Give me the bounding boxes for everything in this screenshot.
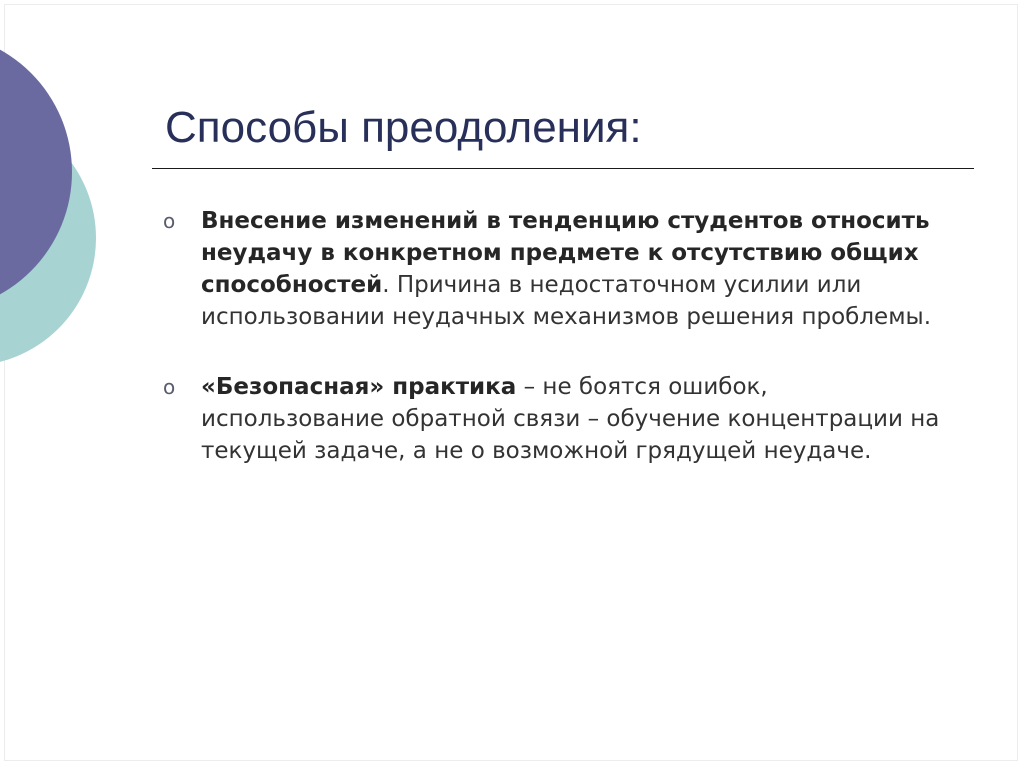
bullet-emphasis: «Безопасная» практика [201,374,517,400]
bullet-circle-icon: o [163,375,176,399]
bullet-list [163,205,943,505]
bullet-text [201,371,943,467]
decorative-circles [0,0,110,400]
bullet-text [201,205,943,333]
bullet-body: – не боятся ошибок, использование обратной связи – обучение концентрации на текущей задаче, а не о возможной грядущей неудаче. [201,374,940,464]
title-divider [152,168,974,169]
bullet-emphasis: Внесение изменений в тенденцию студентов относить неудачу в конкретном предмете к отсутствию общих способностей [201,208,930,298]
slide-title: Способы преодоления: [165,103,642,152]
bullet-item [163,371,943,467]
bullet-item [163,205,943,333]
bullet-circle-icon: o [163,209,176,233]
bullet-body: . Причина в недостаточном усилии или использовании неудачных механизмов решения проблемы. [201,272,932,330]
